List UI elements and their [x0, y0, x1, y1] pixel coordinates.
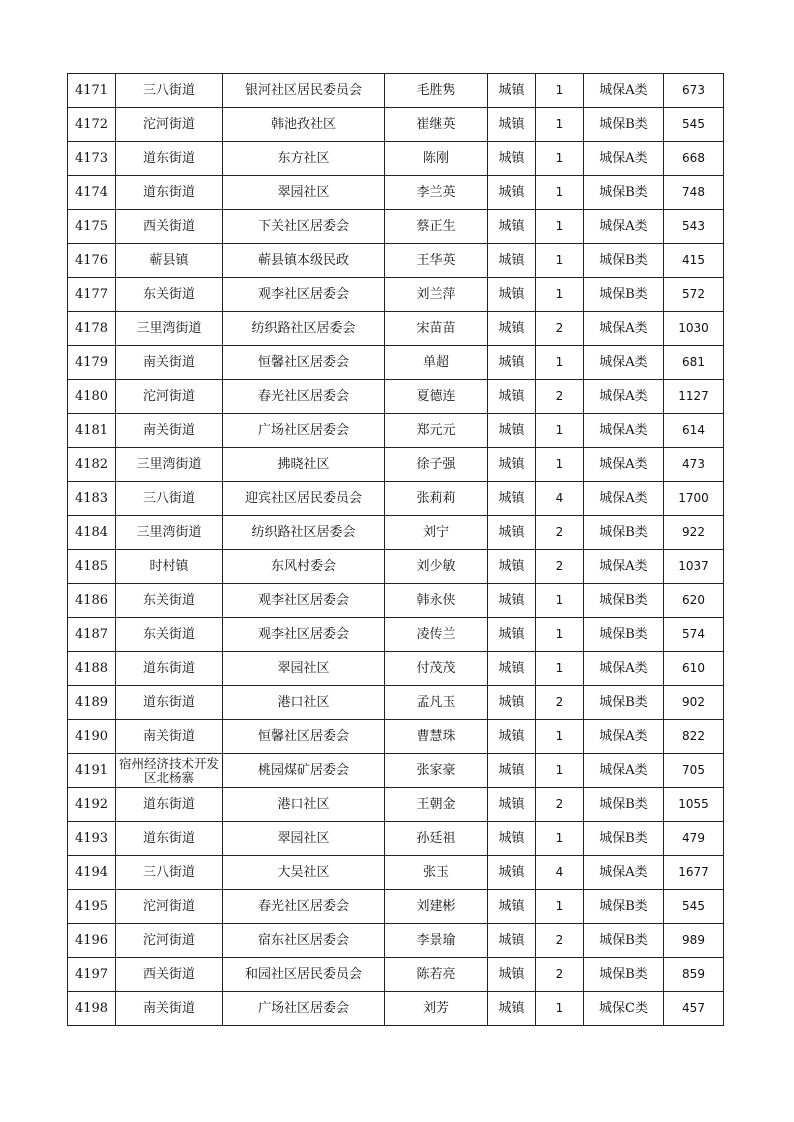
cell-name: 王华英	[385, 244, 488, 278]
cell-street: 南关街道	[116, 992, 223, 1026]
cell-area: 城镇	[488, 142, 536, 176]
cell-street: 道东街道	[116, 652, 223, 686]
cell-street: 沱河街道	[116, 108, 223, 142]
cell-community: 和园社区居民委员会	[223, 958, 385, 992]
cell-community: 港口社区	[223, 788, 385, 822]
cell-category: 城保B类	[584, 176, 664, 210]
cell-amount: 543	[664, 210, 724, 244]
cell-street: 西关街道	[116, 210, 223, 244]
cell-id: 4196	[68, 924, 116, 958]
cell-count: 1	[536, 278, 584, 312]
cell-area: 城镇	[488, 958, 536, 992]
cell-id: 4177	[68, 278, 116, 312]
cell-name: 夏德连	[385, 380, 488, 414]
cell-id: 4176	[68, 244, 116, 278]
cell-amount: 574	[664, 618, 724, 652]
cell-category: 城保A类	[584, 448, 664, 482]
cell-area: 城镇	[488, 346, 536, 380]
table-row	[68, 584, 724, 618]
cell-name: 曹慧珠	[385, 720, 488, 754]
table-row	[68, 244, 724, 278]
cell-count: 1	[536, 720, 584, 754]
table-row	[68, 958, 724, 992]
cell-count: 1	[536, 890, 584, 924]
cell-id: 4181	[68, 414, 116, 448]
cell-name: 郑元元	[385, 414, 488, 448]
cell-community: 东方社区	[223, 142, 385, 176]
cell-community: 东风村委会	[223, 550, 385, 584]
cell-category: 城保A类	[584, 652, 664, 686]
cell-amount: 610	[664, 652, 724, 686]
cell-id: 4183	[68, 482, 116, 516]
cell-category: 城保B类	[584, 516, 664, 550]
cell-street: 西关街道	[116, 958, 223, 992]
cell-amount: 1127	[664, 380, 724, 414]
table-row	[68, 210, 724, 244]
cell-name: 孟凡玉	[385, 686, 488, 720]
cell-category: 城保A类	[584, 414, 664, 448]
cell-amount: 457	[664, 992, 724, 1026]
cell-area: 城镇	[488, 584, 536, 618]
cell-id: 4190	[68, 720, 116, 754]
cell-area: 城镇	[488, 176, 536, 210]
cell-street: 三八街道	[116, 482, 223, 516]
cell-id: 4188	[68, 652, 116, 686]
cell-count: 1	[536, 414, 584, 448]
cell-amount: 681	[664, 346, 724, 380]
cell-area: 城镇	[488, 244, 536, 278]
cell-category: 城保B类	[584, 958, 664, 992]
table-row	[68, 278, 724, 312]
cell-category: 城保B类	[584, 584, 664, 618]
cell-category: 城保A类	[584, 856, 664, 890]
cell-name: 付茂茂	[385, 652, 488, 686]
cell-name: 刘宁	[385, 516, 488, 550]
cell-id: 4180	[68, 380, 116, 414]
cell-amount: 1030	[664, 312, 724, 346]
cell-amount: 1677	[664, 856, 724, 890]
table-row	[68, 856, 724, 890]
cell-name: 张玉	[385, 856, 488, 890]
cell-amount: 473	[664, 448, 724, 482]
cell-id: 4191	[68, 754, 116, 788]
cell-area: 城镇	[488, 448, 536, 482]
cell-area: 城镇	[488, 278, 536, 312]
cell-count: 1	[536, 176, 584, 210]
cell-category: 城保B类	[584, 618, 664, 652]
table-row	[68, 720, 724, 754]
cell-amount: 545	[664, 890, 724, 924]
cell-category: 城保A类	[584, 74, 664, 108]
table-row	[68, 414, 724, 448]
cell-amount: 545	[664, 108, 724, 142]
cell-community: 翠园社区	[223, 822, 385, 856]
cell-name: 宋苗苗	[385, 312, 488, 346]
cell-area: 城镇	[488, 414, 536, 448]
cell-area: 城镇	[488, 74, 536, 108]
cell-count: 1	[536, 754, 584, 788]
cell-id: 4197	[68, 958, 116, 992]
cell-amount: 668	[664, 142, 724, 176]
cell-category: 城保B类	[584, 788, 664, 822]
cell-community: 迎宾社区居民委员会	[223, 482, 385, 516]
cell-name: 李兰英	[385, 176, 488, 210]
cell-community: 恒馨社区居委会	[223, 346, 385, 380]
cell-amount: 989	[664, 924, 724, 958]
cell-street: 东关街道	[116, 584, 223, 618]
cell-name: 陈刚	[385, 142, 488, 176]
cell-amount: 705	[664, 754, 724, 788]
cell-name: 刘芳	[385, 992, 488, 1026]
cell-community: 观李社区居委会	[223, 618, 385, 652]
cell-name: 单超	[385, 346, 488, 380]
table-row	[68, 686, 724, 720]
cell-community: 桃园煤矿居委会	[223, 754, 385, 788]
cell-id: 4173	[68, 142, 116, 176]
cell-street: 道东街道	[116, 176, 223, 210]
cell-street: 道东街道	[116, 788, 223, 822]
cell-count: 1	[536, 992, 584, 1026]
cell-name: 凌传兰	[385, 618, 488, 652]
cell-amount: 479	[664, 822, 724, 856]
table-row	[68, 652, 724, 686]
table-row	[68, 380, 724, 414]
cell-street: 三里湾街道	[116, 448, 223, 482]
cell-count: 2	[536, 788, 584, 822]
cell-count: 2	[536, 686, 584, 720]
cell-amount: 902	[664, 686, 724, 720]
cell-name: 李景瑜	[385, 924, 488, 958]
cell-community: 春光社区居委会	[223, 890, 385, 924]
table-row	[68, 312, 724, 346]
cell-id: 4174	[68, 176, 116, 210]
cell-area: 城镇	[488, 618, 536, 652]
cell-count: 1	[536, 244, 584, 278]
cell-area: 城镇	[488, 108, 536, 142]
cell-category: 城保A类	[584, 380, 664, 414]
cell-count: 1	[536, 448, 584, 482]
cell-community: 观李社区居委会	[223, 584, 385, 618]
cell-count: 1	[536, 346, 584, 380]
table-row	[68, 346, 724, 380]
cell-amount: 614	[664, 414, 724, 448]
cell-category: 城保B类	[584, 108, 664, 142]
cell-id: 4193	[68, 822, 116, 856]
table-row	[68, 516, 724, 550]
cell-name: 陈若亮	[385, 958, 488, 992]
cell-amount: 620	[664, 584, 724, 618]
table-row	[68, 822, 724, 856]
cell-area: 城镇	[488, 788, 536, 822]
cell-category: 城保A类	[584, 312, 664, 346]
cell-amount: 822	[664, 720, 724, 754]
cell-id: 4179	[68, 346, 116, 380]
cell-area: 城镇	[488, 992, 536, 1026]
cell-id: 4178	[68, 312, 116, 346]
table-row	[68, 482, 724, 516]
cell-community: 广场社区居委会	[223, 992, 385, 1026]
cell-amount: 572	[664, 278, 724, 312]
cell-community: 广场社区居委会	[223, 414, 385, 448]
cell-area: 城镇	[488, 720, 536, 754]
cell-count: 1	[536, 142, 584, 176]
cell-id: 4184	[68, 516, 116, 550]
cell-area: 城镇	[488, 550, 536, 584]
cell-name: 韩永侠	[385, 584, 488, 618]
table-row	[68, 448, 724, 482]
cell-street: 沱河街道	[116, 924, 223, 958]
cell-name: 孙廷祖	[385, 822, 488, 856]
cell-category: 城保A类	[584, 754, 664, 788]
cell-street: 道东街道	[116, 142, 223, 176]
cell-name: 刘兰萍	[385, 278, 488, 312]
cell-id: 4187	[68, 618, 116, 652]
cell-community: 春光社区居委会	[223, 380, 385, 414]
table-row	[68, 550, 724, 584]
cell-id: 4175	[68, 210, 116, 244]
cell-area: 城镇	[488, 754, 536, 788]
cell-amount: 673	[664, 74, 724, 108]
cell-category: 城保A类	[584, 210, 664, 244]
cell-area: 城镇	[488, 890, 536, 924]
cell-count: 1	[536, 618, 584, 652]
cell-street: 三里湾街道	[116, 516, 223, 550]
records-table	[67, 73, 724, 1026]
cell-area: 城镇	[488, 516, 536, 550]
cell-name: 崔继英	[385, 108, 488, 142]
cell-category: 城保B类	[584, 924, 664, 958]
cell-category: 城保B类	[584, 890, 664, 924]
cell-id: 4195	[68, 890, 116, 924]
cell-category: 城保B类	[584, 244, 664, 278]
cell-street: 时村镇	[116, 550, 223, 584]
cell-street: 道东街道	[116, 686, 223, 720]
cell-count: 4	[536, 856, 584, 890]
cell-street: 宿州经济技术开发区北杨寨	[116, 754, 223, 788]
cell-category: 城保A类	[584, 482, 664, 516]
cell-name: 刘少敏	[385, 550, 488, 584]
cell-amount: 415	[664, 244, 724, 278]
cell-count: 1	[536, 74, 584, 108]
cell-community: 银河社区居民委员会	[223, 74, 385, 108]
cell-community: 恒馨社区居委会	[223, 720, 385, 754]
cell-area: 城镇	[488, 312, 536, 346]
cell-street: 三里湾街道	[116, 312, 223, 346]
cell-street: 道东街道	[116, 822, 223, 856]
cell-count: 2	[536, 550, 584, 584]
cell-amount: 748	[664, 176, 724, 210]
cell-count: 4	[536, 482, 584, 516]
cell-category: 城保C类	[584, 992, 664, 1026]
cell-amount: 922	[664, 516, 724, 550]
cell-name: 王朝金	[385, 788, 488, 822]
cell-amount: 1037	[664, 550, 724, 584]
table-row	[68, 924, 724, 958]
cell-id: 4186	[68, 584, 116, 618]
cell-street: 沱河街道	[116, 380, 223, 414]
cell-community: 下关社区居委会	[223, 210, 385, 244]
cell-count: 2	[536, 380, 584, 414]
cell-area: 城镇	[488, 210, 536, 244]
cell-amount: 859	[664, 958, 724, 992]
cell-area: 城镇	[488, 686, 536, 720]
cell-count: 2	[536, 516, 584, 550]
cell-area: 城镇	[488, 482, 536, 516]
table-row	[68, 992, 724, 1026]
cell-community: 观李社区居委会	[223, 278, 385, 312]
cell-area: 城镇	[488, 652, 536, 686]
table-row	[68, 142, 724, 176]
cell-community: 翠园社区	[223, 652, 385, 686]
table-row	[68, 176, 724, 210]
cell-street: 蕲县镇	[116, 244, 223, 278]
table-row	[68, 754, 724, 788]
cell-street: 南关街道	[116, 720, 223, 754]
cell-amount: 1055	[664, 788, 724, 822]
cell-area: 城镇	[488, 856, 536, 890]
cell-name: 蔡正生	[385, 210, 488, 244]
table-row	[68, 788, 724, 822]
cell-category: 城保B类	[584, 822, 664, 856]
cell-count: 2	[536, 958, 584, 992]
cell-community: 翠园社区	[223, 176, 385, 210]
cell-category: 城保A类	[584, 346, 664, 380]
cell-street: 南关街道	[116, 414, 223, 448]
cell-id: 4182	[68, 448, 116, 482]
table-row	[68, 108, 724, 142]
cell-community: 港口社区	[223, 686, 385, 720]
cell-street: 三八街道	[116, 856, 223, 890]
cell-count: 2	[536, 924, 584, 958]
cell-community: 拂晓社区	[223, 448, 385, 482]
cell-name: 徐子强	[385, 448, 488, 482]
records-body	[68, 74, 724, 1026]
cell-street: 东关街道	[116, 278, 223, 312]
cell-area: 城镇	[488, 924, 536, 958]
cell-count: 1	[536, 822, 584, 856]
cell-category: 城保A类	[584, 550, 664, 584]
cell-community: 宿东社区居委会	[223, 924, 385, 958]
cell-amount: 1700	[664, 482, 724, 516]
cell-community: 纺织路社区居委会	[223, 516, 385, 550]
cell-id: 4171	[68, 74, 116, 108]
cell-name: 张莉莉	[385, 482, 488, 516]
cell-category: 城保A类	[584, 142, 664, 176]
cell-count: 1	[536, 652, 584, 686]
cell-street: 东关街道	[116, 618, 223, 652]
cell-count: 2	[536, 312, 584, 346]
table-row	[68, 890, 724, 924]
cell-community: 大吴社区	[223, 856, 385, 890]
cell-name: 刘建彬	[385, 890, 488, 924]
cell-area: 城镇	[488, 380, 536, 414]
cell-street: 南关街道	[116, 346, 223, 380]
cell-count: 1	[536, 108, 584, 142]
cell-street: 三八街道	[116, 74, 223, 108]
cell-count: 1	[536, 584, 584, 618]
cell-category: 城保B类	[584, 686, 664, 720]
cell-category: 城保B类	[584, 278, 664, 312]
cell-area: 城镇	[488, 822, 536, 856]
cell-community: 蕲县镇本级民政	[223, 244, 385, 278]
cell-community: 韩池孜社区	[223, 108, 385, 142]
cell-name: 毛胜隽	[385, 74, 488, 108]
cell-id: 4192	[68, 788, 116, 822]
cell-id: 4185	[68, 550, 116, 584]
cell-id: 4189	[68, 686, 116, 720]
cell-community: 纺织路社区居委会	[223, 312, 385, 346]
cell-category: 城保A类	[584, 720, 664, 754]
table-row	[68, 618, 724, 652]
cell-id: 4172	[68, 108, 116, 142]
cell-name: 张家豪	[385, 754, 488, 788]
cell-id: 4198	[68, 992, 116, 1026]
table-row	[68, 74, 724, 108]
cell-street: 沱河街道	[116, 890, 223, 924]
cell-count: 1	[536, 210, 584, 244]
cell-id: 4194	[68, 856, 116, 890]
